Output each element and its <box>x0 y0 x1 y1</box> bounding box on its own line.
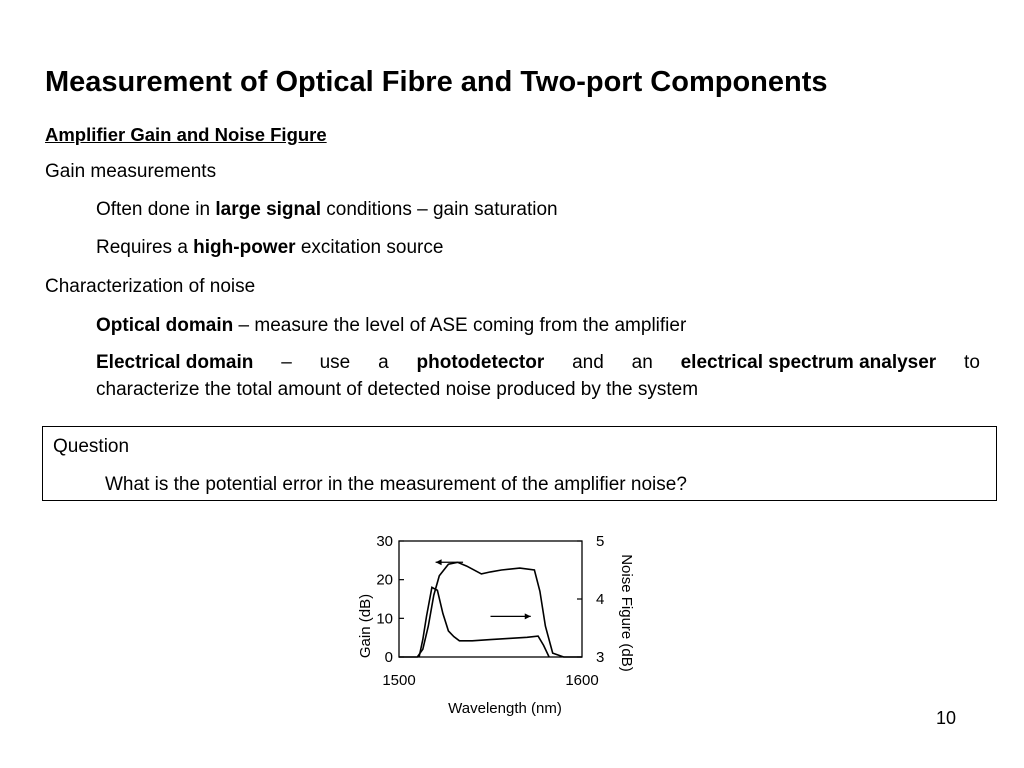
text: – measure the level of ASE coming from the amplifier <box>233 315 687 336</box>
noise-item-electrical <box>96 352 980 401</box>
text: Often done in <box>96 199 216 220</box>
text: a <box>378 352 389 373</box>
bold-text: large signal <box>215 199 321 220</box>
text: Requires a <box>96 237 194 258</box>
noise-item-optical <box>96 315 686 337</box>
noise-heading: Characterization of noise <box>45 276 256 297</box>
text-line: characterize the total amount of detected noise produced by the system <box>96 379 699 400</box>
text: use <box>319 352 351 373</box>
y-tick-label-right: 5 <box>596 533 605 550</box>
annotation-arrowhead <box>525 613 531 619</box>
y-axis-label-right: Noise Figure (dB) <box>618 554 635 672</box>
chart-marks <box>376 533 604 689</box>
gain-item-high-power <box>96 237 443 259</box>
text: and <box>572 352 604 373</box>
gain-item-large-signal <box>96 199 558 221</box>
page-number: 10 <box>936 708 957 728</box>
y-tick-label-left: 20 <box>376 571 393 589</box>
text: excitation source <box>295 237 444 258</box>
text: – <box>281 352 292 373</box>
y-tick-label-right: 3 <box>596 649 605 666</box>
justified-line <box>96 352 980 374</box>
question-text: What is the potential error in the measurement of the amplifier noise? <box>105 474 687 495</box>
gain-line <box>399 562 582 657</box>
slide-title: Measurement of Optical Fibre and Two-port Components <box>45 66 828 98</box>
annotation-arrowhead <box>436 559 442 565</box>
text: to <box>964 352 980 373</box>
x-tick-label: 1600 <box>565 672 599 689</box>
noise-figure-line <box>419 587 549 657</box>
bold-text: high-power <box>193 237 296 258</box>
section-subheading: Amplifier Gain and Noise Figure <box>45 124 327 145</box>
y-axis-label-left: Gain (dB) <box>357 593 374 659</box>
bold-text: photodetector <box>416 352 545 373</box>
y-tick-label-left: 30 <box>376 533 393 550</box>
bold-text: Optical domain <box>96 315 234 336</box>
text: conditions – gain saturation <box>320 199 558 220</box>
x-tick-label: 1500 <box>382 672 416 689</box>
gain-heading: Gain measurements <box>45 161 217 182</box>
gain-noise-figure-chart <box>320 515 650 725</box>
y-tick-label-left: 0 <box>384 649 393 666</box>
x-axis-label: Wavelength (nm) <box>448 700 562 717</box>
text: an <box>631 352 653 373</box>
y-tick-label-left: 10 <box>376 610 393 628</box>
bold-text: Electrical domain <box>96 352 254 373</box>
y-tick-label-right: 4 <box>596 591 605 608</box>
bold-text: electrical spectrum analyser <box>680 352 937 373</box>
question-label: Question <box>53 436 130 457</box>
